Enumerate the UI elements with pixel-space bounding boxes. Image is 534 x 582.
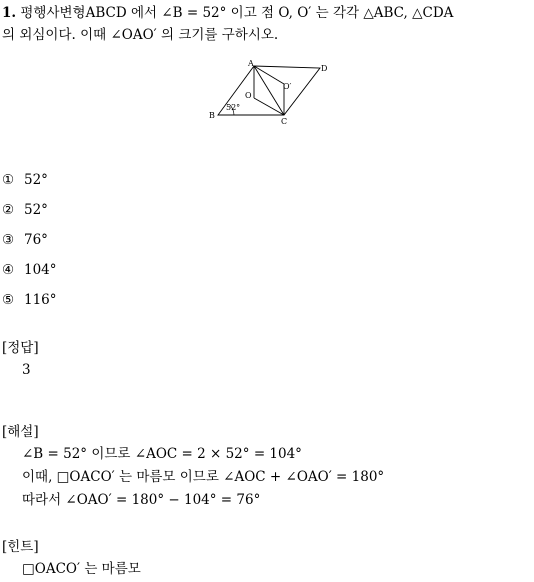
problem-line-2: 의 외심이다. 이때 ∠OAO′ 의 크기를 구하시오. xyxy=(2,27,279,43)
hint-line: □OACO′ 는 마름모 xyxy=(22,561,141,577)
choice-mark: ③ xyxy=(2,232,15,248)
label-angle-b: 52° xyxy=(226,103,241,112)
solution-section xyxy=(2,422,384,513)
segment-oc xyxy=(254,98,284,115)
solution-line-1: ∠B = 52° 이므로 ∠AOC = 2 × 52° = 104° xyxy=(22,446,302,462)
hint-heading: [힌트] xyxy=(2,539,39,555)
choice-text: 116° xyxy=(24,292,57,308)
hint-section xyxy=(2,537,141,582)
choice-list xyxy=(2,170,57,320)
answer-section xyxy=(2,338,39,383)
choice-2[interactable] xyxy=(2,200,57,230)
problem-statement xyxy=(2,2,532,46)
label-o: O xyxy=(245,91,252,100)
diagonal-ac xyxy=(254,66,284,115)
choice-3[interactable] xyxy=(2,230,57,260)
label-o-prime: O′ xyxy=(283,82,292,91)
label-c: C xyxy=(281,117,288,126)
segment-ao-prime xyxy=(254,66,284,84)
choice-4[interactable] xyxy=(2,260,57,290)
solution-line-3: 따라서 ∠OAO′ = 180° − 104° = 76° xyxy=(22,492,261,508)
label-a: A xyxy=(248,59,254,68)
solution-line-2: 이때, □OACO′ 는 마름모 이므로 ∠AOC + ∠OAO′ = 180° xyxy=(22,469,385,485)
answer-value: 3 xyxy=(22,362,31,378)
solution-heading: [해설] xyxy=(2,424,39,440)
choice-1[interactable] xyxy=(2,170,57,200)
label-b: B xyxy=(209,111,215,120)
problem-line-1 xyxy=(2,2,532,24)
choice-text: 76° xyxy=(24,232,48,248)
label-d: D xyxy=(321,64,328,73)
choice-text: 52° xyxy=(24,202,48,218)
answer-heading: [정답] xyxy=(2,340,39,356)
choice-mark: ④ xyxy=(2,262,15,278)
choice-text: 52° xyxy=(24,172,48,188)
parallelogram-figure xyxy=(204,58,334,128)
choice-mark: ⑤ xyxy=(2,292,15,308)
choice-mark: ① xyxy=(2,172,15,188)
choice-text: 104° xyxy=(24,262,57,278)
problem-text-1: 평행사변형ABCD 에서 ∠B = 52° 이고 점 O, O′ 는 각각 △ABC, △CDA xyxy=(20,5,454,21)
choice-mark: ② xyxy=(2,202,15,218)
problem-number: 1. xyxy=(2,5,17,21)
choice-5[interactable] xyxy=(2,290,57,320)
